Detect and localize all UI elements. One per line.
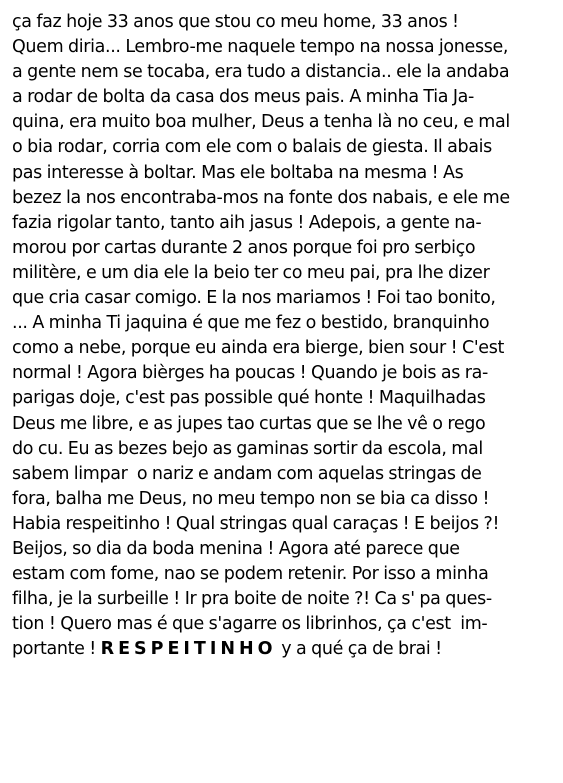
text-line-24: filha, je la surbeille ! Ir pra boite de noite ?! Ca s' pa ques-: [12, 589, 492, 610]
text-line-2: Quem diria... Lembro-me naquele tempo na nossa jonesse,: [12, 37, 509, 58]
text-line-9: fazia rigolar tanto, tanto aih jasus ! Adepois, a gente na-: [12, 212, 482, 233]
text-line-4: a rodar de bolta da casa dos meus pais. A minha Tia Ja-: [12, 87, 474, 108]
text-line-8: bezez la nos encontraba-mos na fonte dos nabais, e ele me: [12, 187, 510, 208]
text-line-26: [12, 637, 555, 662]
text-line-10: morou por cartas durante 2 anos porque foi pro serbiço: [12, 237, 476, 258]
text-line-20: fora, balha me Deus, no meu tempo non se bia ca disso !: [12, 488, 490, 509]
text-line-14: como a nebe, porque eu ainda era bierge, bien sour ! C'est: [12, 338, 505, 359]
text-line-16: parigas doje, c'est pas possible qué honte ! Maquilhadas: [12, 388, 486, 409]
text-line-22: Beijos, so dia da boda menina ! Agora até parece que: [12, 538, 460, 559]
text-line-18: do cu. Eu as bezes bejo as gaminas sortir da escola, mal: [12, 438, 483, 459]
last-line-start: portante !: [12, 639, 101, 660]
text-line-3: a gente nem se tocaba, era tudo a distancia.. ele la andaba: [12, 62, 510, 83]
text-line-19: sabem limpar o nariz e andam com aquelas stringas de: [12, 463, 482, 484]
text-line-7: pas interesse à boltar. Mas ele boltaba na mesma ! As: [12, 162, 464, 183]
text-line-1: ça faz hoje 33 anos que stou co meu home, 33 anos !: [12, 12, 459, 32]
text-line-11: militère, e um dia ele la beio ter co meu pai, pra lhe dizer: [12, 262, 490, 283]
text-line-17: Deus me libre, e as jupes tao curtas que se lhe vê o rego: [12, 413, 486, 434]
emphasis-word: RESPEITINHO: [100, 639, 277, 660]
document-text: [12, 10, 555, 662]
last-line-end: y a qué ça de brai !: [276, 639, 442, 660]
text-line-13: ... A minha Ti jaquina é que me fez o bestido, branquinho: [12, 313, 490, 334]
text-line-5: quina, era muito boa mulher, Deus a tenha là no ceu, e mal: [12, 112, 510, 133]
text-line-12: que cria casar comigo. E la nos mariamos ! Foi tao bonito,: [12, 288, 496, 309]
text-line-6: o bia rodar, corria com ele com o balais de giesta. Il abais: [12, 137, 492, 158]
text-line-21: Habia respeitinho ! Qual stringas qual caraças ! E beijos ?!: [12, 513, 500, 534]
text-line-25: tion ! Quero mas é que s'agarre os librinhos, ça c'est im-: [12, 614, 488, 635]
text-line-15: normal ! Agora bièrges ha poucas ! Quando je bois as ra-: [12, 363, 488, 384]
text-line-23: estam com fome, nao se podem retenir. Por isso a minha: [12, 564, 489, 585]
